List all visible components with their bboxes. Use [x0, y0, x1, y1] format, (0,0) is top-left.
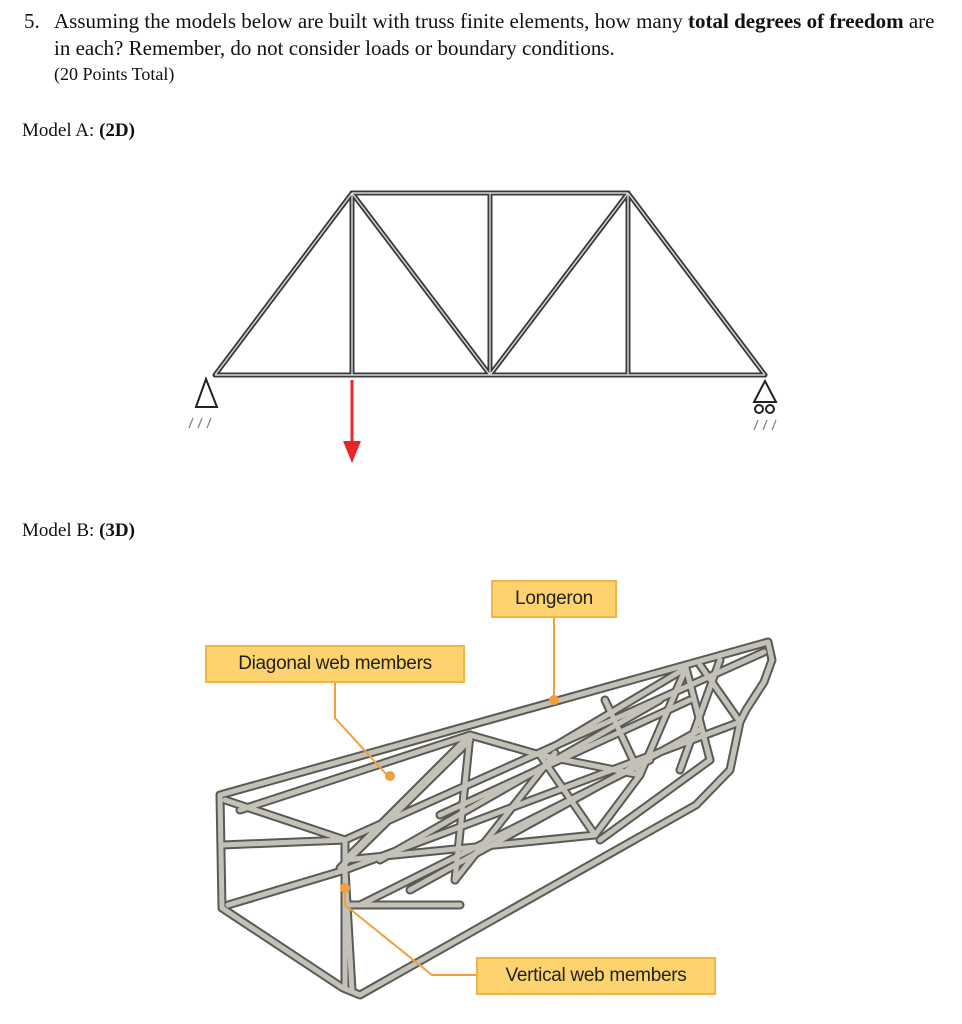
- question-body: Assuming the models below are built with truss finite elements, how many total degrees of freedom are in each? Remember, do not consider loads or boundary conditions.: [54, 9, 935, 60]
- question-number: 5.: [24, 9, 40, 33]
- bold-phrase: total degrees of freedom: [688, 9, 904, 33]
- points-total: (20 Points Total): [54, 64, 175, 84]
- model-b-label: Model B: (3D): [22, 520, 135, 541]
- vertical-web-members-callout: Vertical web members: [476, 957, 716, 995]
- truss-outline: [220, 642, 772, 995]
- model-a-label: Model A: (2D): [22, 120, 135, 141]
- diagonal-web-members-callout: Diagonal web members: [205, 645, 465, 683]
- longeron-callout: Longeron: [491, 580, 617, 618]
